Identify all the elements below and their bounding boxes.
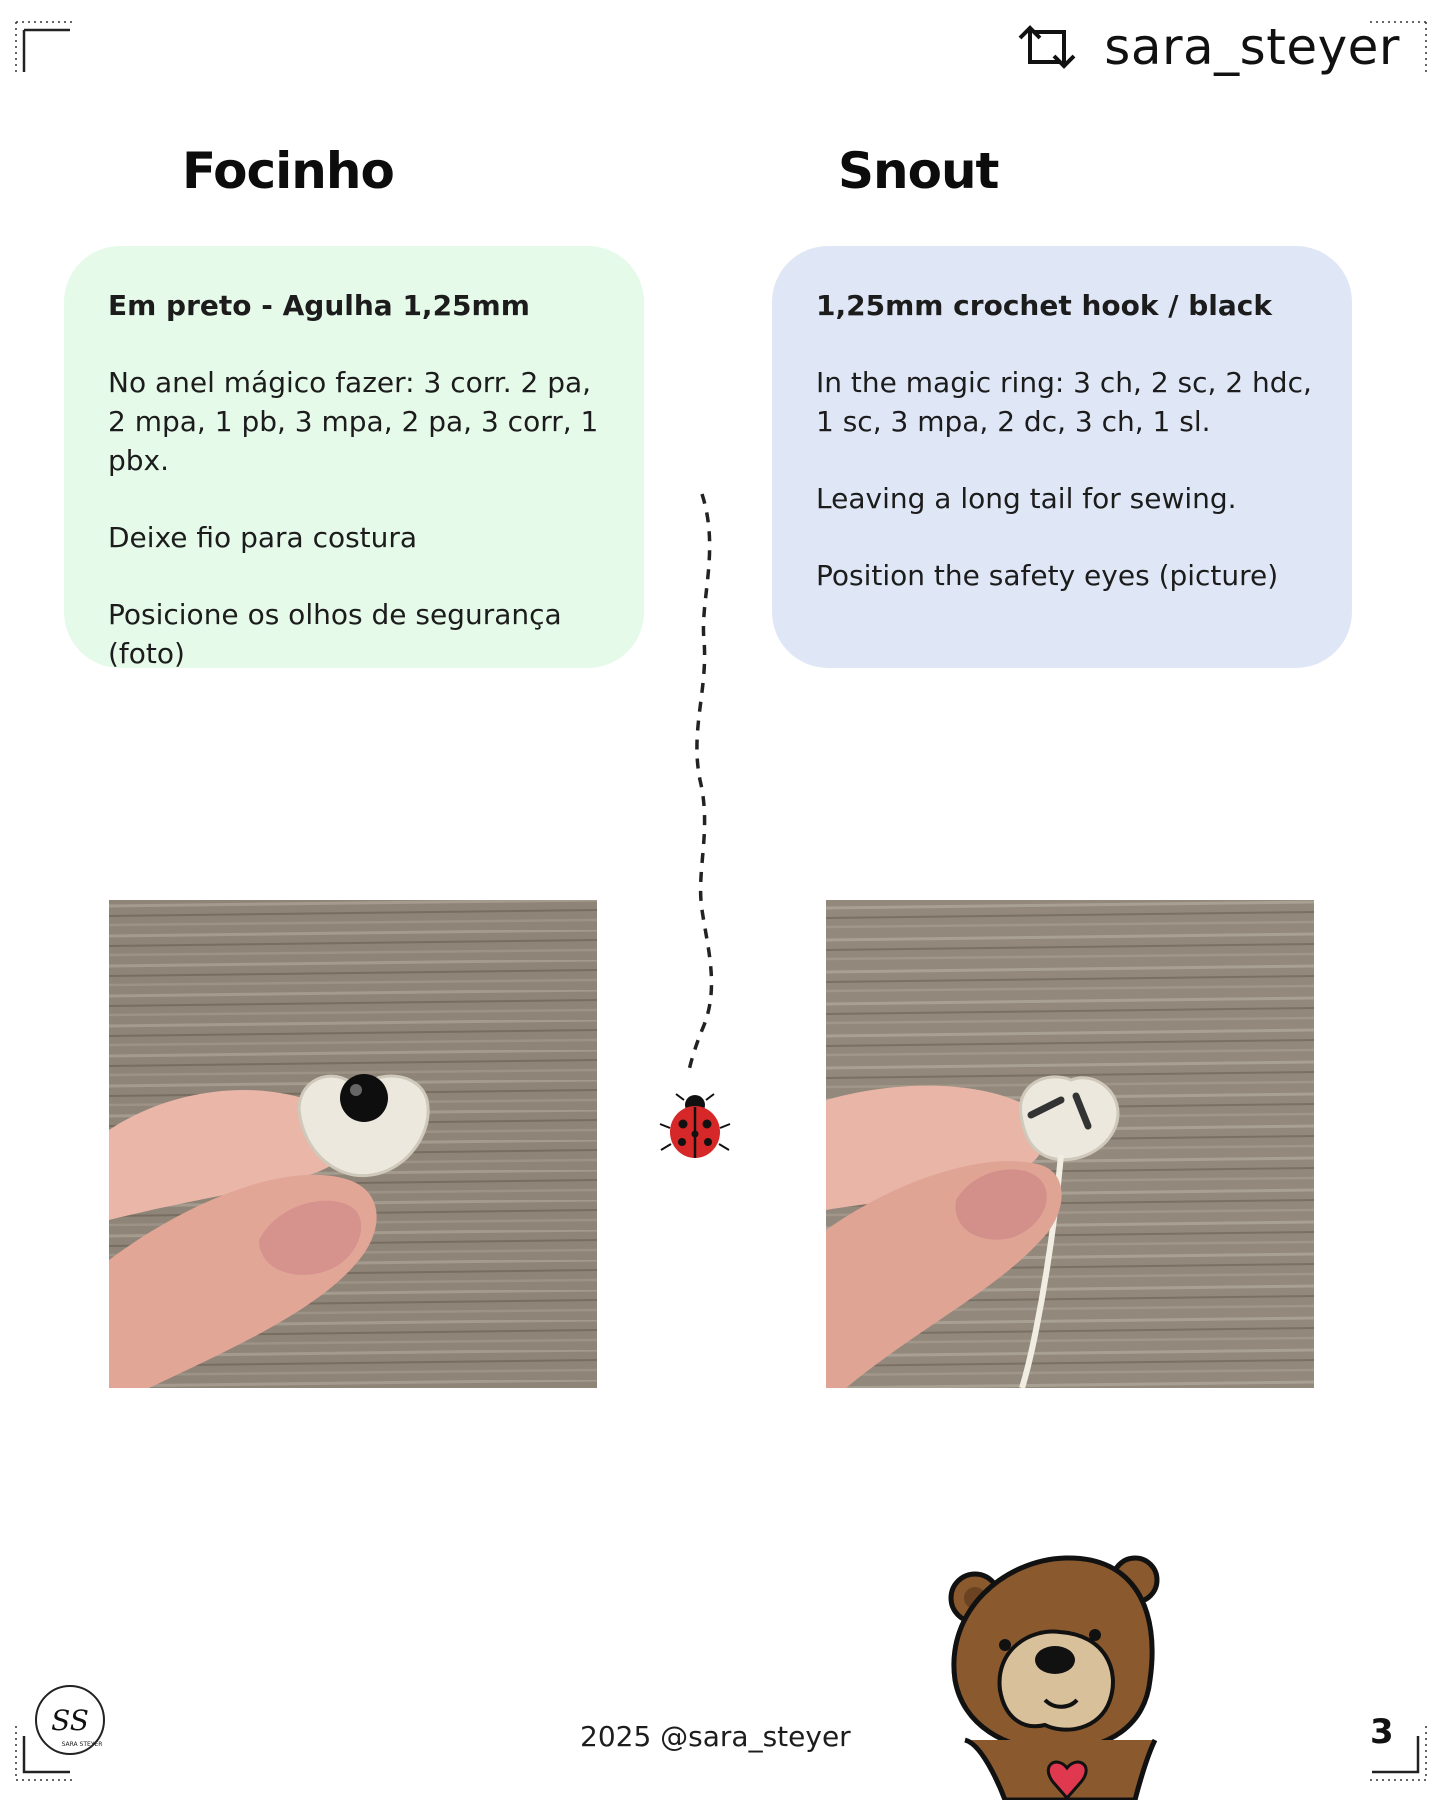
card-eyes-note: Posicione os olhos de segurança (foto) [108, 598, 562, 670]
card-instruction: No anel mágico fazer: 3 corr. 2 pa, 2 mpa, 1 pb, 3 mpa, 2 pa, 3 corr, 1 pbx. [108, 366, 599, 477]
footer-copyright: 2025 @sara_steyer [580, 1720, 851, 1753]
repost-username[interactable]: sara_steyer [1104, 18, 1400, 76]
brand-logo [30, 1680, 110, 1764]
card-tail-note: Leaving a long tail for sewing. [816, 482, 1237, 515]
dashed-path-decoration [660, 490, 740, 1090]
card-eyes-note: Position the safety eyes (picture) [816, 559, 1279, 592]
card-tail-note: Deixe fio para costura [108, 521, 418, 554]
repost-icon[interactable] [1016, 24, 1078, 70]
logo-monogram: SS [51, 1704, 89, 1737]
instruction-card-portuguese [64, 246, 644, 668]
corner-mark-top-left [12, 16, 76, 76]
card-heading: Em preto - Agulha 1,25mm [108, 289, 530, 322]
bear-illustration [945, 1550, 1205, 1800]
ladybug-icon [658, 1090, 732, 1164]
repost-header[interactable] [1016, 18, 1400, 76]
logo-caption: SARA STEYER [61, 1741, 103, 1748]
card-instruction: In the magic ring: 3 ch, 2 sc, 2 hdc, 1 sc, 3 mpa, 2 dc, 3 ch, 1 sl. [816, 366, 1312, 438]
card-heading: 1,25mm crochet hook / black [816, 289, 1272, 322]
page-number: 3 [1370, 1712, 1394, 1752]
title-english: Snout [838, 142, 999, 200]
photo-snout-back-with-tail [826, 900, 1314, 1388]
title-portuguese: Focinho [182, 142, 394, 200]
instruction-card-english [772, 246, 1352, 668]
photo-snout-with-eye [109, 900, 597, 1388]
